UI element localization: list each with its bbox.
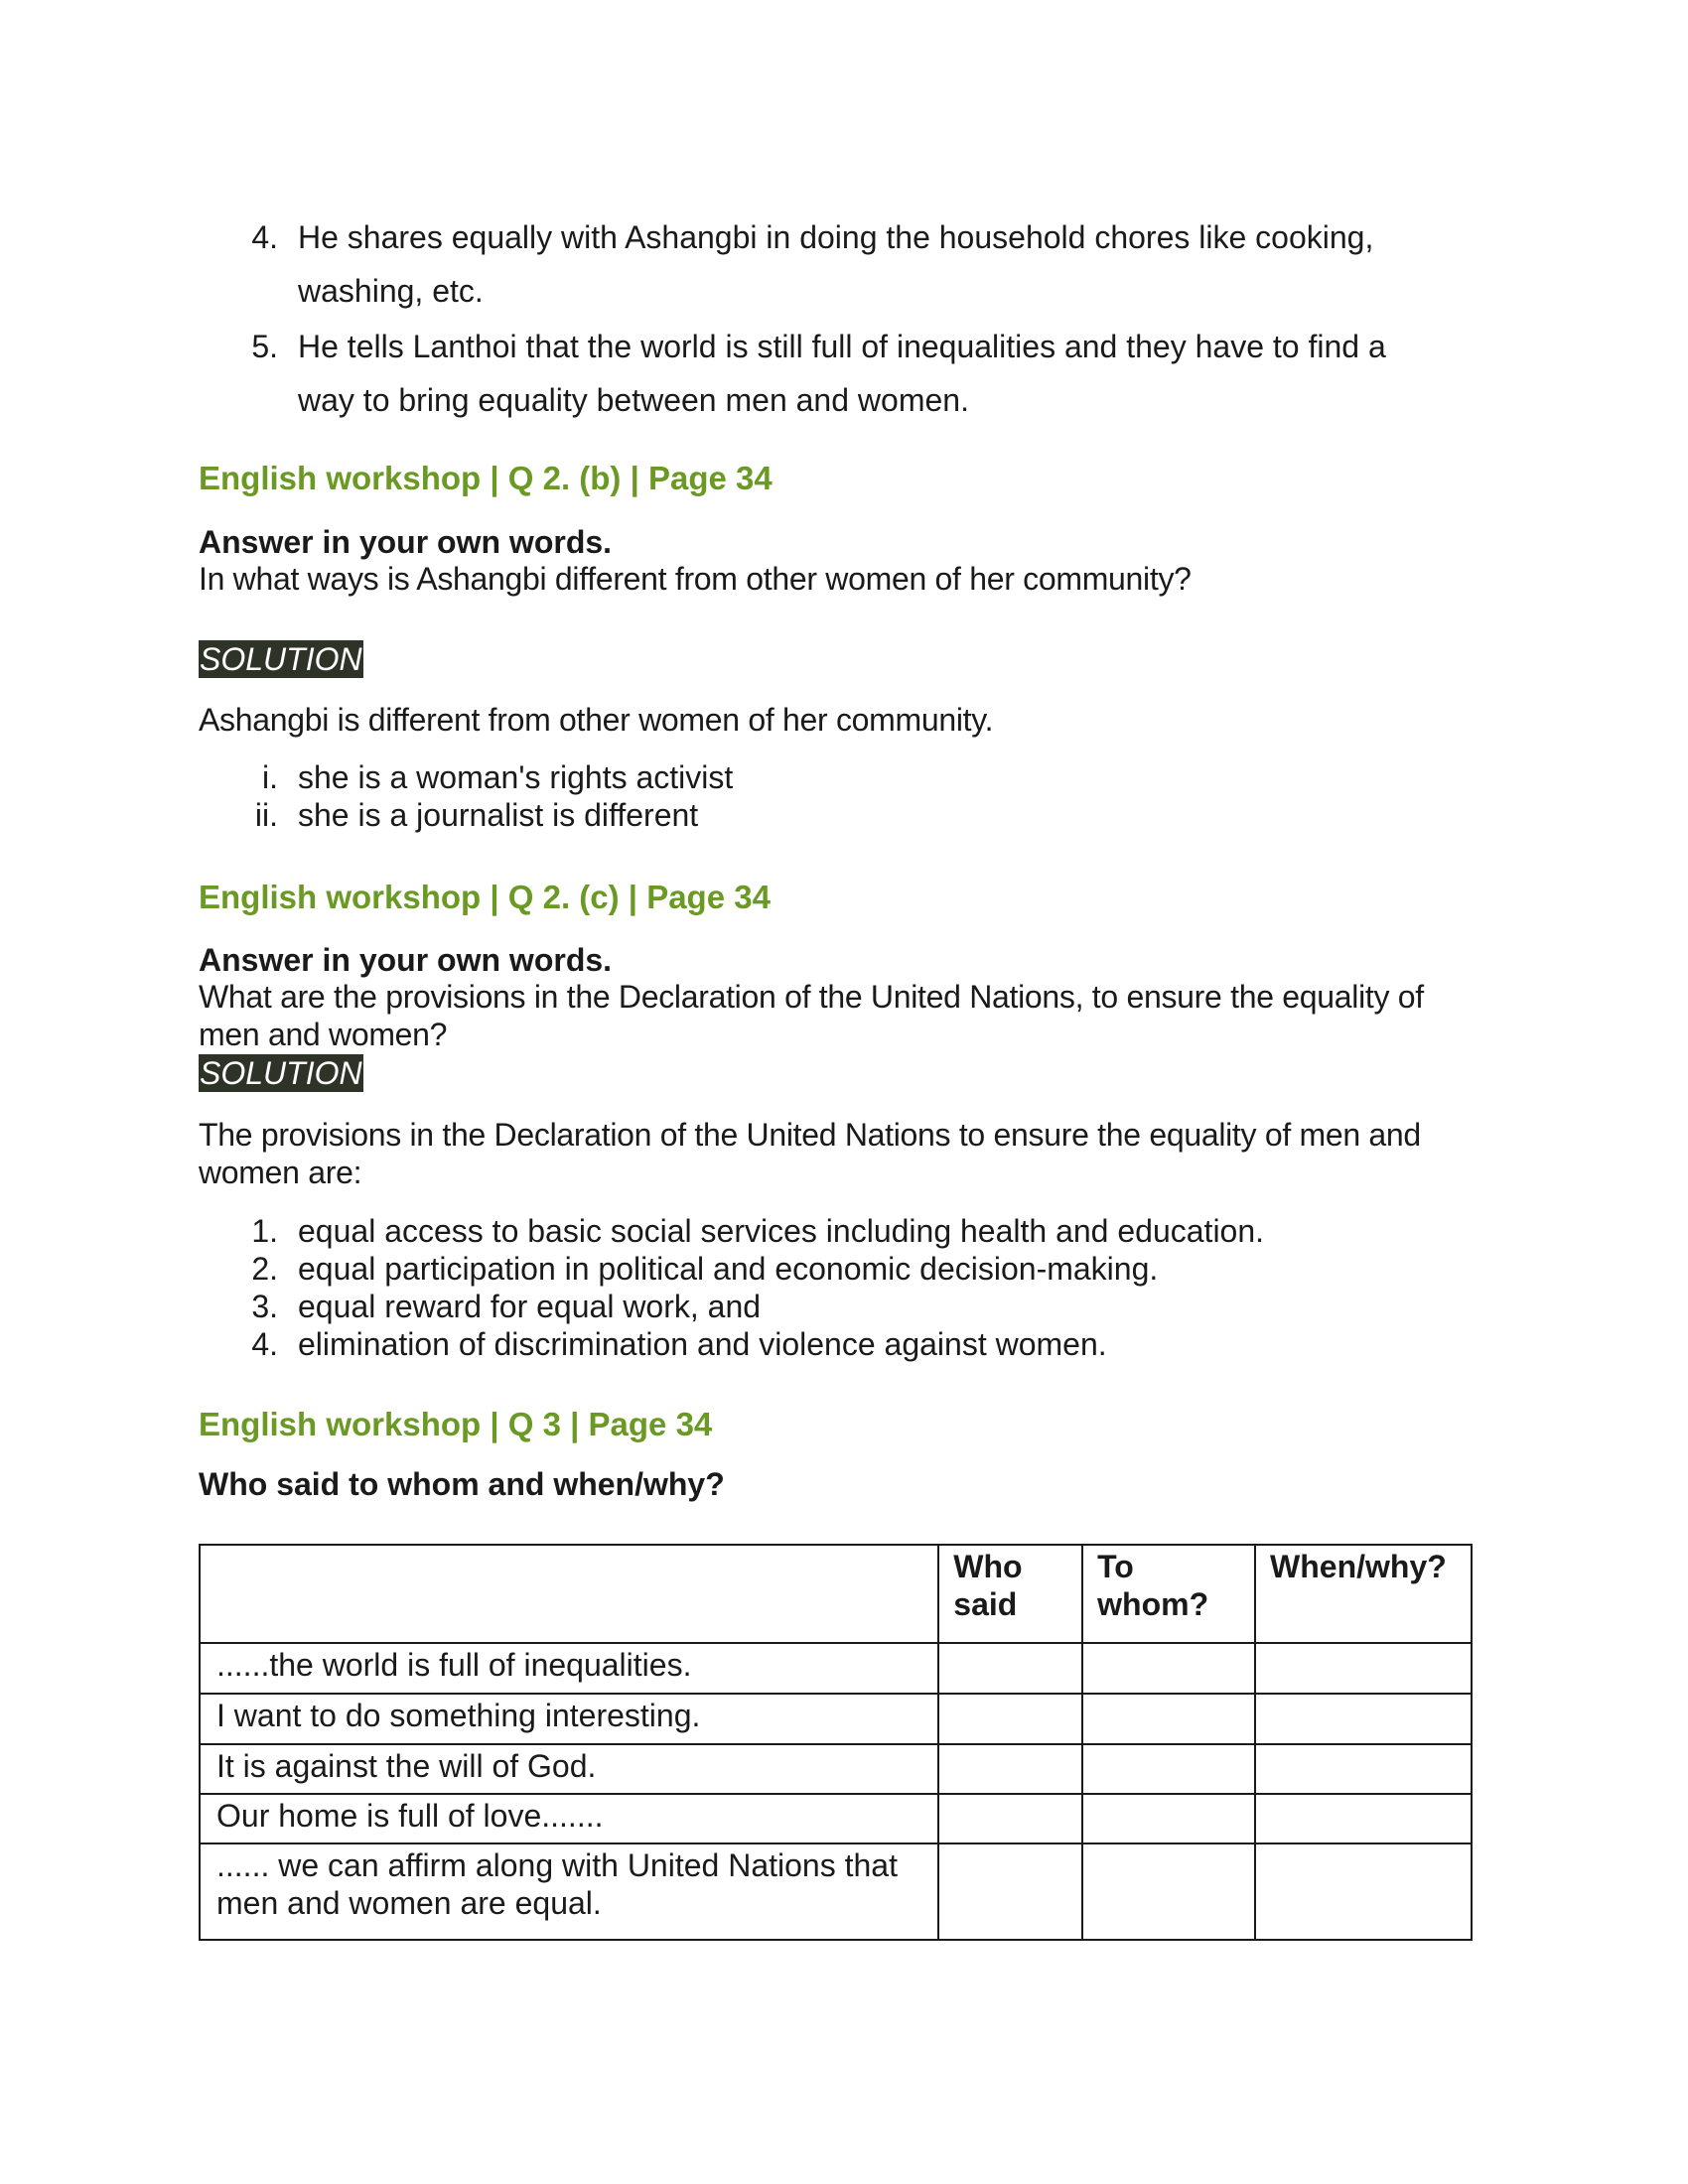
table-row xyxy=(200,1744,1472,1794)
answer-list xyxy=(199,1212,1489,1371)
list-text: He tells Lanthoi that the world is still full of inequalities and they have to find a way to bring equality between men and women. xyxy=(298,329,1386,418)
list-text: she is a journalist is different xyxy=(298,797,699,833)
answer-cell xyxy=(1082,1643,1255,1694)
list-text: she is a woman's rights activist xyxy=(298,759,734,795)
list-number: 5. xyxy=(251,329,278,364)
header-cell xyxy=(200,1545,938,1643)
table-row xyxy=(200,1643,1472,1694)
list-number: 1. xyxy=(251,1213,278,1249)
answer-cell xyxy=(938,1694,1082,1744)
section-heading: English workshop | Q 2. (c) | Page 34 xyxy=(199,879,771,915)
who-said-table xyxy=(199,1544,1473,1941)
list-text: equal reward for equal work, and xyxy=(298,1289,762,1324)
table-row xyxy=(200,1694,1472,1744)
quote-cell: I want to do something interesting. xyxy=(200,1694,938,1744)
answer-cell xyxy=(1082,1794,1255,1843)
answer-cell xyxy=(938,1794,1082,1843)
instruction: Who said to whom and when/why? xyxy=(199,1466,725,1502)
list-number: i. xyxy=(262,759,278,795)
answer-cell xyxy=(938,1843,1082,1940)
answer-cell xyxy=(1255,1694,1472,1744)
list-number: 4. xyxy=(251,1326,278,1362)
answer-cell xyxy=(938,1744,1082,1794)
question: In what ways is Ashangbi different from other women of her community? xyxy=(199,561,1192,597)
list-text: He shares equally with Ashangbi in doing the household chores like cooking, washing, etc. xyxy=(298,219,1374,309)
section-heading: English workshop | Q 2. (b) | Page 34 xyxy=(199,460,773,496)
list-text: elimination of discrimination and violence against women. xyxy=(298,1326,1107,1362)
answer-cell xyxy=(938,1643,1082,1694)
answer-cell xyxy=(1255,1843,1472,1940)
quote-cell: Our home is full of love....... xyxy=(200,1794,938,1843)
list-number: ii. xyxy=(254,797,278,833)
header-cell: To whom? xyxy=(1082,1545,1255,1643)
list-number: 4. xyxy=(251,219,278,255)
table-row xyxy=(200,1843,1472,1940)
header-cell: Who said xyxy=(938,1545,1082,1643)
answer-cell xyxy=(1082,1843,1255,1940)
list-text: equal access to basic social services including health and education. xyxy=(298,1213,1265,1249)
quote-cell: It is against the will of God. xyxy=(200,1744,938,1794)
section-heading: English workshop | Q 3 | Page 34 xyxy=(199,1406,713,1442)
continued-list xyxy=(199,210,1489,429)
table-header-row xyxy=(200,1545,1472,1643)
answer-cell xyxy=(1255,1643,1472,1694)
answer-intro: The provisions in the Declaration of the United Nations to ensure the equality of men and women are: xyxy=(199,1117,1421,1190)
answer-list xyxy=(199,758,1489,838)
list-number: 2. xyxy=(251,1251,278,1287)
answer-intro: Ashangbi is different from other women of her community. xyxy=(199,702,994,738)
quote-cell: ...... we can affirm along with United Nations that men and women are equal. xyxy=(200,1843,938,1940)
table-row xyxy=(200,1794,1472,1843)
answer-cell xyxy=(1082,1694,1255,1744)
list-number: 3. xyxy=(251,1289,278,1324)
instruction: Answer in your own words. xyxy=(199,942,613,978)
solution-label: SOLUTION xyxy=(200,641,362,677)
quote-cell: ......the world is full of inequalities. xyxy=(200,1643,938,1694)
instruction: Answer in your own words. xyxy=(199,524,613,560)
answer-cell xyxy=(1255,1794,1472,1843)
question: What are the provisions in the Declaration of the United Nations, to ensure the equality of men and women? xyxy=(199,979,1424,1052)
list-text: equal participation in political and economic decision-making. xyxy=(298,1251,1159,1287)
solution-label: SOLUTION xyxy=(200,1055,362,1091)
answer-cell xyxy=(1255,1744,1472,1794)
solution-label-wrap xyxy=(199,1054,1489,1092)
header-cell: When/why? xyxy=(1255,1545,1472,1643)
solution-label-wrap xyxy=(199,640,1489,678)
answer-cell xyxy=(1082,1744,1255,1794)
